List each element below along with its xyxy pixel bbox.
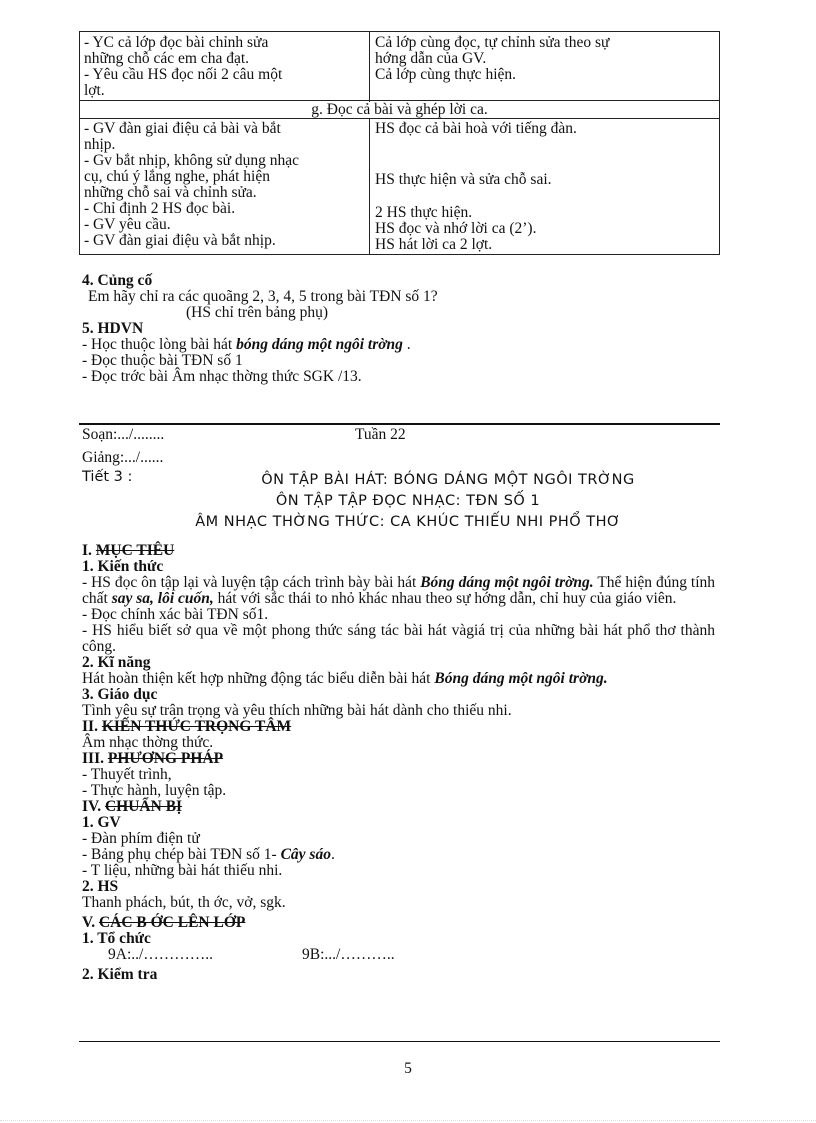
cungco-heading: 4. Củng cố (82, 272, 153, 289)
list-item-text: . (330, 846, 335, 863)
cell-line: HS hát lời ca 2 lợt. (375, 236, 493, 253)
list-item (82, 847, 715, 863)
subsection-heading: 1. Kiến thức (82, 558, 164, 575)
cell-line: - Gv bắt nhịp, không sử dụng nhạc (84, 152, 300, 169)
cell-line: HS đọc và nhớ lời ca (2’). (375, 220, 537, 237)
lesson-title: ÔN TẬP TẬP ĐỌC NHẠC: TĐN SỐ 1 (275, 493, 541, 509)
paragraph: Tình yêu sự trân trọng và yêu thích những bài hát dành cho thiếu nhi. (82, 702, 512, 719)
table-cell (375, 172, 552, 188)
cungco-note: (HS chỉ trên bảng phụ) (186, 304, 329, 321)
subsection-heading: 1. Tổ chức (82, 930, 151, 947)
paragraph: - Đọc chính xác bài TĐN số1. (82, 606, 269, 623)
subsection-heading: 2. Kiểm tra (82, 966, 158, 983)
section-heading: KIẾN THỨC TRỌNG TÂM (101, 718, 292, 735)
class-9a: 9A:../………….. (108, 946, 214, 963)
table-cell (84, 121, 299, 249)
section-heading: CÁC B ỚC LÊN LỚP (98, 914, 246, 931)
cungco-question: Em hãy chỉ ra các quoãng 2, 3, 4, 5 trong bài TĐN số 1? (88, 288, 438, 305)
subsection-heading: 2. Kĩ năng (82, 654, 151, 671)
table-cell (375, 205, 536, 253)
hdvn-item-text: - Học thuộc lòng bài hát (82, 336, 237, 353)
cell-line: - YC cả lớp đọc bài chỉnh sửa (84, 34, 269, 51)
lesson-body (82, 543, 715, 983)
giang-date: Giảng:.../...... (82, 449, 164, 466)
lesson-title: ÂM NHẠC THỜNG THỨC: CA KHÚC THIẾU NHI PHỔ THƠ (195, 514, 621, 530)
divider (79, 423, 720, 425)
section-number: IV. (82, 798, 105, 815)
cell-line: - Chỉ định 2 HS đọc bài. (84, 200, 236, 217)
section-g-title: g. Đọc cả bài và ghép lời ca. (311, 101, 488, 118)
table-cell (375, 121, 577, 137)
cell-line: - GV đàn giai điệu và bắt nhịp. (84, 232, 276, 249)
cell-line: - Yêu cầu HS đọc nối 2 câu một (84, 66, 283, 83)
class-9b: 9B:.../……….. (302, 946, 395, 963)
list-item: - Thực hành, luyện tập. (82, 782, 227, 799)
table-cell (84, 35, 282, 99)
song-name: Cây sáo (280, 846, 331, 863)
cell-line: - GV yêu cầu. (84, 216, 171, 233)
section-number: V. (82, 914, 99, 931)
list-item: Thanh phách, bút, th ớc, vở, sgk. (82, 894, 286, 911)
section-number: III. (82, 750, 108, 767)
section-number: II. (82, 718, 102, 735)
hdvn-item-text: . (402, 336, 411, 353)
song-name: Bóng dáng một ngôi trờng. (420, 574, 594, 591)
footer-divider (79, 1041, 720, 1042)
paragraph-text: Thể hiện đúng tính chất (82, 574, 715, 607)
paragraph (82, 575, 715, 607)
subsection-heading: 1. GV (82, 814, 121, 831)
cell-line: HS đọc cả bài hoà với tiếng đàn. (375, 120, 577, 137)
cell-line: cụ, chú ý lắng nghe, phát hiện (84, 168, 270, 185)
cell-line: 2 HS thực hiện. (375, 204, 473, 221)
paragraph (82, 671, 715, 687)
emphasis-text: say sa, lôi cuốn, (111, 590, 214, 607)
paragraph-text: - HS đọc ôn tập lại và luyện tập cách trình bày bài hát (82, 574, 421, 591)
table-cell (375, 35, 609, 83)
hdvn-item: - Đọc trớc bài Âm nhạc thờng thức SGK /13. (82, 368, 362, 385)
cell-line: HS thực hiện và sửa chỗ sai. (375, 171, 552, 188)
list-item: - Đàn phím điện tử (82, 830, 200, 847)
paragraph-text: Hát hoàn thiện kết hợp những động tác biểu diễn bài hát (82, 670, 435, 687)
paragraph-text: hát với sắc thái to nhỏ khác nhau theo sự hớng dẫn, chỉ huy của giáo viên. (213, 590, 677, 607)
song-name: Bóng dáng một ngôi trờng. (434, 670, 608, 687)
table-divider (369, 118, 370, 255)
paragraph: - HS hiểu biết sở qua về một phong thức sáng tác bài hát vàgiá trị của những bài hát phổ thơ thành công. (82, 622, 715, 655)
cell-line: Cả lớp cùng đọc, tự chỉnh sửa theo sự (375, 34, 610, 51)
section-heading: CHUẨN BỊ (104, 798, 183, 815)
class-attendance (82, 947, 715, 963)
list-item: - T liệu, những bài hát thiếu nhi. (82, 862, 283, 879)
cell-line: hớng dẫn của GV. (375, 50, 487, 67)
cell-line: những chỗ các em cha đạt. (84, 50, 250, 67)
section-heading: PHƯƠNG PHÁP (107, 750, 224, 767)
subsection-heading: 2. HS (82, 878, 119, 895)
hdvn-item: - Đọc thuộc bài TĐN số 1 (82, 352, 243, 369)
page-number: 5 (404, 1060, 412, 1077)
page-edge (0, 1120, 816, 1121)
cell-line: nhịp. (84, 136, 116, 153)
section-number: I. (82, 542, 96, 559)
lesson-number: Tiết 3 : (82, 469, 133, 485)
cell-line: lợt. (84, 82, 105, 99)
paragraph: Âm nhạc thờng thức. (82, 734, 214, 751)
cell-line: Cả lớp cùng thực hiện. (375, 66, 516, 83)
section-heading: MỤC TIÊU (95, 542, 175, 559)
song-name: bóng dáng một ngôi trờng (236, 336, 403, 353)
list-item: - Thuyết trình, (82, 766, 172, 783)
subsection-heading: 3. Giáo dục (82, 686, 158, 703)
cell-line: - GV đàn giai điệu cả bài và bắt (84, 120, 281, 137)
hdvn-item (82, 337, 438, 353)
cell-line: những chỗ sai và chỉnh sửa. (84, 184, 257, 201)
lesson-title: ÔN TẬP BÀI HÁT: BÓNG DÁNG MỘT NGÔI TRỜNG (261, 472, 635, 488)
soan-date: Soạn:.../........ (82, 426, 165, 443)
hdvn-heading: 5. HDVN (82, 320, 144, 337)
cungco-section (82, 273, 438, 385)
table-row-divider (80, 118, 719, 119)
table-divider (369, 32, 370, 102)
week-label: Tuần 22 (355, 426, 406, 443)
list-item-text: - Bảng phụ chép bài TĐN số 1- (82, 846, 281, 863)
activity-table (79, 31, 720, 255)
